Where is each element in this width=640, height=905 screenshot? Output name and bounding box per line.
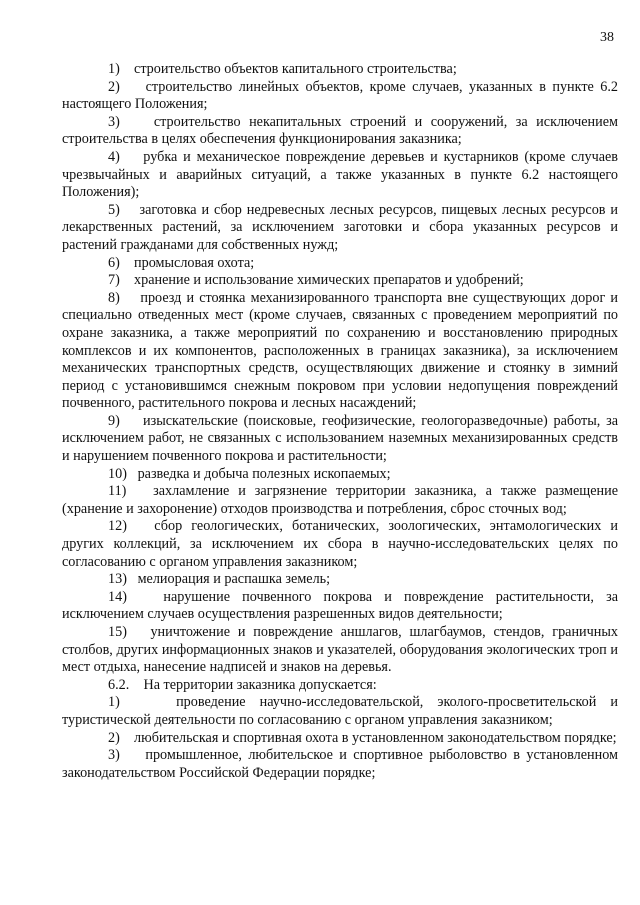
item-text: строительство объектов капитального строительства; (134, 61, 457, 77)
item-number: 6) (108, 254, 120, 271)
item-number: 14) (108, 588, 127, 605)
item-number: 12) (108, 518, 127, 535)
item-text: захламление и загрязнение территории заказника, а также размещение (хранение и захоронение) отходов производства и потребления, сброс сточных вод; (62, 483, 619, 517)
allowed-item-2 (62, 730, 618, 748)
item-number: 3) (108, 747, 120, 764)
list-item-9 (62, 413, 618, 466)
item-text: рубка и механическое повреждение деревьев и кустарников (кроме случаев чрезвычайных и аварийных ситуаций, а также указанных в пункте 6.2 настоящего Положения); (62, 148, 619, 201)
item-number: 13) (108, 571, 127, 588)
item-text: сбор геологических, ботанических, зоологических, энтамологических и других коллекций, за исключением их сбора в научно-исследовательских целях по согласованию с органом управления заказником; (62, 518, 619, 570)
item-number: 9) (108, 412, 120, 429)
list-item-10 (62, 466, 618, 484)
allowed-item-3 (62, 747, 618, 782)
list-item-14 (62, 589, 618, 624)
item-text: промысловая охота; (134, 254, 255, 271)
item-text: нарушение почвенного покрова и повреждение растительности, за исключением случаев осуществления разрешенных видов деятельности; (62, 588, 619, 623)
document-body (62, 61, 618, 782)
item-number: 2) (108, 729, 120, 746)
list-item-15 (62, 624, 618, 677)
item-number: 15) (108, 624, 127, 640)
section-number: 6.2. (108, 676, 130, 693)
section-heading-6-2 (62, 677, 618, 695)
item-text: проведение научно-исследовательской, эколого-просветительской и туристической деятельности по согласованию с органом управления заказником; (62, 694, 619, 728)
list-item-1 (62, 61, 618, 79)
list-item-12 (62, 518, 618, 571)
page-number: 38 (600, 30, 614, 45)
item-text: проезд и стоянка механизированного транспорта вне существующих дорог и специально отведенных мест (кроме случаев, связанных с проведением мероприятий по охране заказника, а также мероприятий по сохранению и восстановлению природных комплексов и их компонентов, расположенных в границах заказника), за исключением механических транспортных средств, осуществляющих движение и стоянку в зимний период с установившимся снежным покровом при условии недопущения повреждений почвенного, растительного покрова и лесных насаждений; (62, 289, 618, 412)
item-number: 11) (108, 483, 127, 500)
item-number: 10) (108, 465, 127, 482)
item-number: 4) (108, 148, 120, 165)
item-text: уничтожение и повреждение аншлагов, шлагбаумов, стендов, граничных столбов, других информационных знаков и указателей, оборудования экологических троп и мест отдыха, нанесение надписей и знаков на деревья. (62, 624, 619, 676)
list-item-13 (62, 571, 618, 589)
item-text: разведка и добыча полезных ископаемых; (137, 465, 391, 482)
item-number: 8) (108, 289, 120, 306)
list-item-5 (62, 202, 618, 255)
allowed-item-1 (62, 694, 618, 729)
list-item-11 (62, 483, 618, 518)
item-text: изыскательские (поисковые, геофизические, геологоразведочные) работы, за исключением работ, не связанных с использованием наземных механизированных средств и нарушением почвенного покрова и растительности; (62, 412, 619, 465)
item-number: 1) (108, 694, 120, 711)
item-text: промышленное, любительское и спортивное рыболовство в установленном законодательством Российской Федерации порядке; (62, 747, 619, 781)
list-item-3 (62, 114, 618, 149)
item-text: строительство некапитальных строений и сооружений, за исключением строительства в целях обеспечения функционирования заказника; (62, 113, 618, 148)
item-number: 1) (108, 61, 120, 77)
section-text: На территории заказника допускается: (143, 676, 377, 693)
item-number: 3) (108, 113, 120, 130)
item-number: 5) (108, 201, 120, 218)
item-text: строительство линейных объектов, кроме случаев, указанных в пункте 6.2 настоящего Положения; (62, 78, 618, 113)
item-number: 7) (108, 272, 120, 289)
item-text: любительская и спортивная охота в установленном законодательством порядке; (134, 729, 617, 746)
list-item-4 (62, 149, 618, 202)
list-item-7 (62, 272, 618, 290)
list-item-6 (62, 255, 618, 273)
item-number: 2) (108, 78, 120, 95)
item-text: заготовка и сбор недревесных лесных ресурсов, пищевых лесных ресурсов и лекарственных растений, за исключением заготовки и сбора указанных ресурсов и растений гражданами для собственных нужд; (62, 201, 618, 253)
item-text: мелиорация и распашка земель; (137, 571, 331, 588)
list-item-8 (62, 290, 618, 413)
item-text: хранение и использование химических препаратов и удобрений; (134, 272, 524, 289)
list-item-2 (62, 79, 618, 114)
